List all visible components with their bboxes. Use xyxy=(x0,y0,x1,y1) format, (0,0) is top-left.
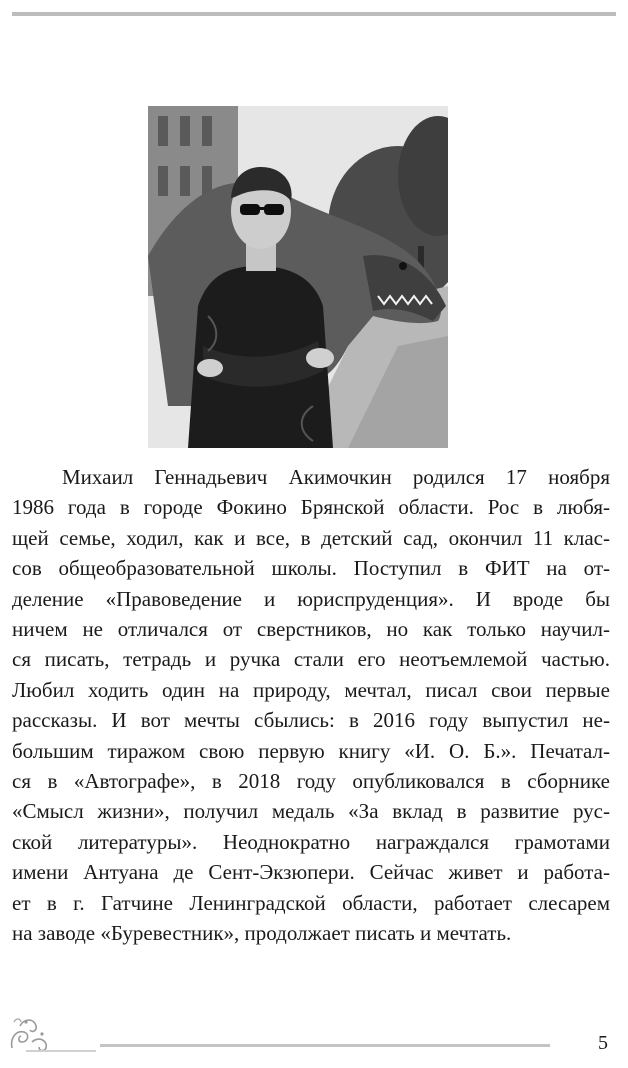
bio-line: ет в г. Гатчине Ленинградской области, работает слесарем xyxy=(12,890,610,915)
bio-line: большим тиражом свою первую книгу «И. О. Б.». Печатал- xyxy=(12,738,610,763)
bio-line: ся писать, тетрадь и ручка стали его неотъемлемой частью. xyxy=(12,647,610,672)
footer-rule xyxy=(100,1044,550,1047)
bio-line: сов общеобразовательной школы. Поступил в ФИТ на от- xyxy=(12,556,610,581)
bio-line: ся в «Автографе», в 2018 году опубликовался в сборнике xyxy=(12,769,610,794)
bio-line: ничем не отличался от сверстников, но как только научил- xyxy=(12,617,610,642)
bio-line: имени Антуана де Сент-Экзюпери. Сейчас живет и работа- xyxy=(12,860,610,885)
bio-line: «Смысл жизни», получил медаль «За вклад в развитие рус- xyxy=(12,799,610,824)
biography-text xyxy=(12,462,610,949)
page-number: 5 xyxy=(598,1032,608,1054)
bio-line: ской литературы». Неоднократно награждался грамотами xyxy=(12,829,610,854)
top-rule xyxy=(12,12,616,16)
bio-line: рассказы. И вот мечты сбылись: в 2016 году выпустил не- xyxy=(12,708,610,733)
floral-ornament-icon xyxy=(6,1012,52,1054)
bio-line: деление «Правоведение и юриспруденция». И вроде бы xyxy=(12,586,610,611)
footer-rule-left xyxy=(26,1050,96,1052)
bio-line: Михаил Геннадьевич Акимочкин родился 17 ноября xyxy=(62,465,610,489)
bio-line: на заводе «Буревестник», продолжает писать и мечтать. xyxy=(12,921,512,946)
bio-line: 1986 года в городе Фокино Брянской области. Рос в любя- xyxy=(12,495,610,520)
author-photo xyxy=(148,106,448,448)
bio-line: Любил ходить один на природу, мечтал, писал свои первые xyxy=(12,677,610,702)
bio-line: щей семье, ходил, как и все, в детский сад, окончил 11 клас- xyxy=(12,525,610,550)
